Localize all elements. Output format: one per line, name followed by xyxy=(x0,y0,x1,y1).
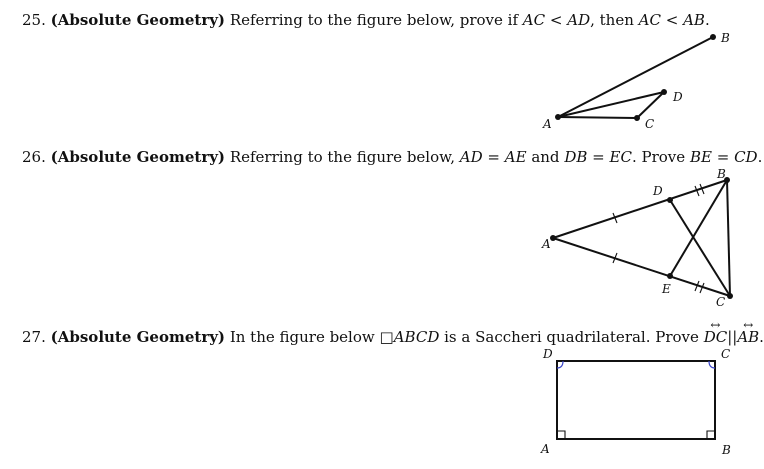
conclusion-lhs: AC xyxy=(638,11,661,29)
prove-word: . Prove xyxy=(631,148,686,166)
line-dc: ↔ DC xyxy=(704,328,728,346)
parallel-symbol: || xyxy=(727,328,738,346)
hypothesis-relation: < xyxy=(549,11,563,29)
segment-ab xyxy=(558,37,713,117)
square-symbol: □ xyxy=(379,328,394,346)
then-word: , then xyxy=(590,11,634,29)
label-a: A xyxy=(541,442,550,456)
point-b xyxy=(710,34,716,40)
conclusion-relation: < xyxy=(665,11,679,29)
equation-2-relation: = xyxy=(592,148,605,166)
line-ab: ↔ AB xyxy=(737,328,759,346)
equation-1-lhs: AD xyxy=(459,148,483,166)
conclusion-rhs: AB xyxy=(683,11,705,29)
segment-ad xyxy=(558,92,664,117)
sentence-end: . xyxy=(759,328,764,346)
problem-number: 27. xyxy=(22,328,46,346)
label-e: E xyxy=(662,282,671,296)
right-angle-b xyxy=(707,431,715,439)
point-c xyxy=(634,115,640,121)
conclusion-relation: = xyxy=(716,148,730,166)
problem-intro: Referring to the figure below, prove if xyxy=(229,11,518,29)
label-b: B xyxy=(722,443,731,457)
equation-1-rhs: AE xyxy=(504,148,527,166)
figure-26 xyxy=(541,167,733,309)
point-c xyxy=(727,293,733,299)
point-e xyxy=(667,273,673,279)
problem-intro: In the figure below xyxy=(229,328,375,346)
sentence-end: . xyxy=(704,11,710,29)
label-a: A xyxy=(543,117,552,131)
quadrilateral-name: ABCD xyxy=(393,328,440,346)
label-c: C xyxy=(645,117,655,131)
label-a: A xyxy=(542,237,551,251)
conclusion-rhs: CD xyxy=(734,148,758,166)
problem-intro: Referring to the figure below, xyxy=(229,148,455,166)
segment-bc xyxy=(727,180,730,296)
point-d xyxy=(667,197,673,203)
equation-1-relation: = xyxy=(487,148,500,166)
point-d xyxy=(661,89,667,95)
segment-ab xyxy=(553,180,727,238)
hypothesis-rhs: AD xyxy=(567,11,591,29)
segment-ac xyxy=(558,117,637,118)
figure-27 xyxy=(540,347,731,457)
point-a xyxy=(555,114,561,120)
equation-2-lhs: DB xyxy=(564,148,588,166)
and-word: and xyxy=(531,148,560,166)
point-a xyxy=(550,235,556,241)
problem-middle: is a Saccheri quadrilateral. Prove xyxy=(444,328,699,346)
conclusion-lhs: BE xyxy=(689,148,712,166)
problem-number: 26. xyxy=(22,148,46,166)
problem-category: (Absolute Geometry) xyxy=(50,11,226,29)
sentence-end: . xyxy=(757,148,763,166)
segment-ac xyxy=(553,238,730,296)
problem-category: (Absolute Geometry) xyxy=(50,328,226,346)
label-c: C xyxy=(716,295,726,309)
hypothesis-lhs: AC xyxy=(522,11,546,29)
right-angle-a xyxy=(557,431,565,439)
label-d: D xyxy=(653,184,663,198)
segment-cd xyxy=(670,200,730,296)
equation-2-rhs: EC xyxy=(609,148,632,166)
label-b: B xyxy=(717,167,726,181)
label-b: B xyxy=(721,31,730,45)
quadrilateral-abcd xyxy=(557,361,715,439)
label-d: D xyxy=(543,347,553,361)
label-d: D xyxy=(673,90,683,104)
figure-25 xyxy=(542,31,730,131)
label-c: C xyxy=(721,347,731,361)
problem-category: (Absolute Geometry) xyxy=(50,148,226,166)
problem-number: 25. xyxy=(22,11,46,29)
